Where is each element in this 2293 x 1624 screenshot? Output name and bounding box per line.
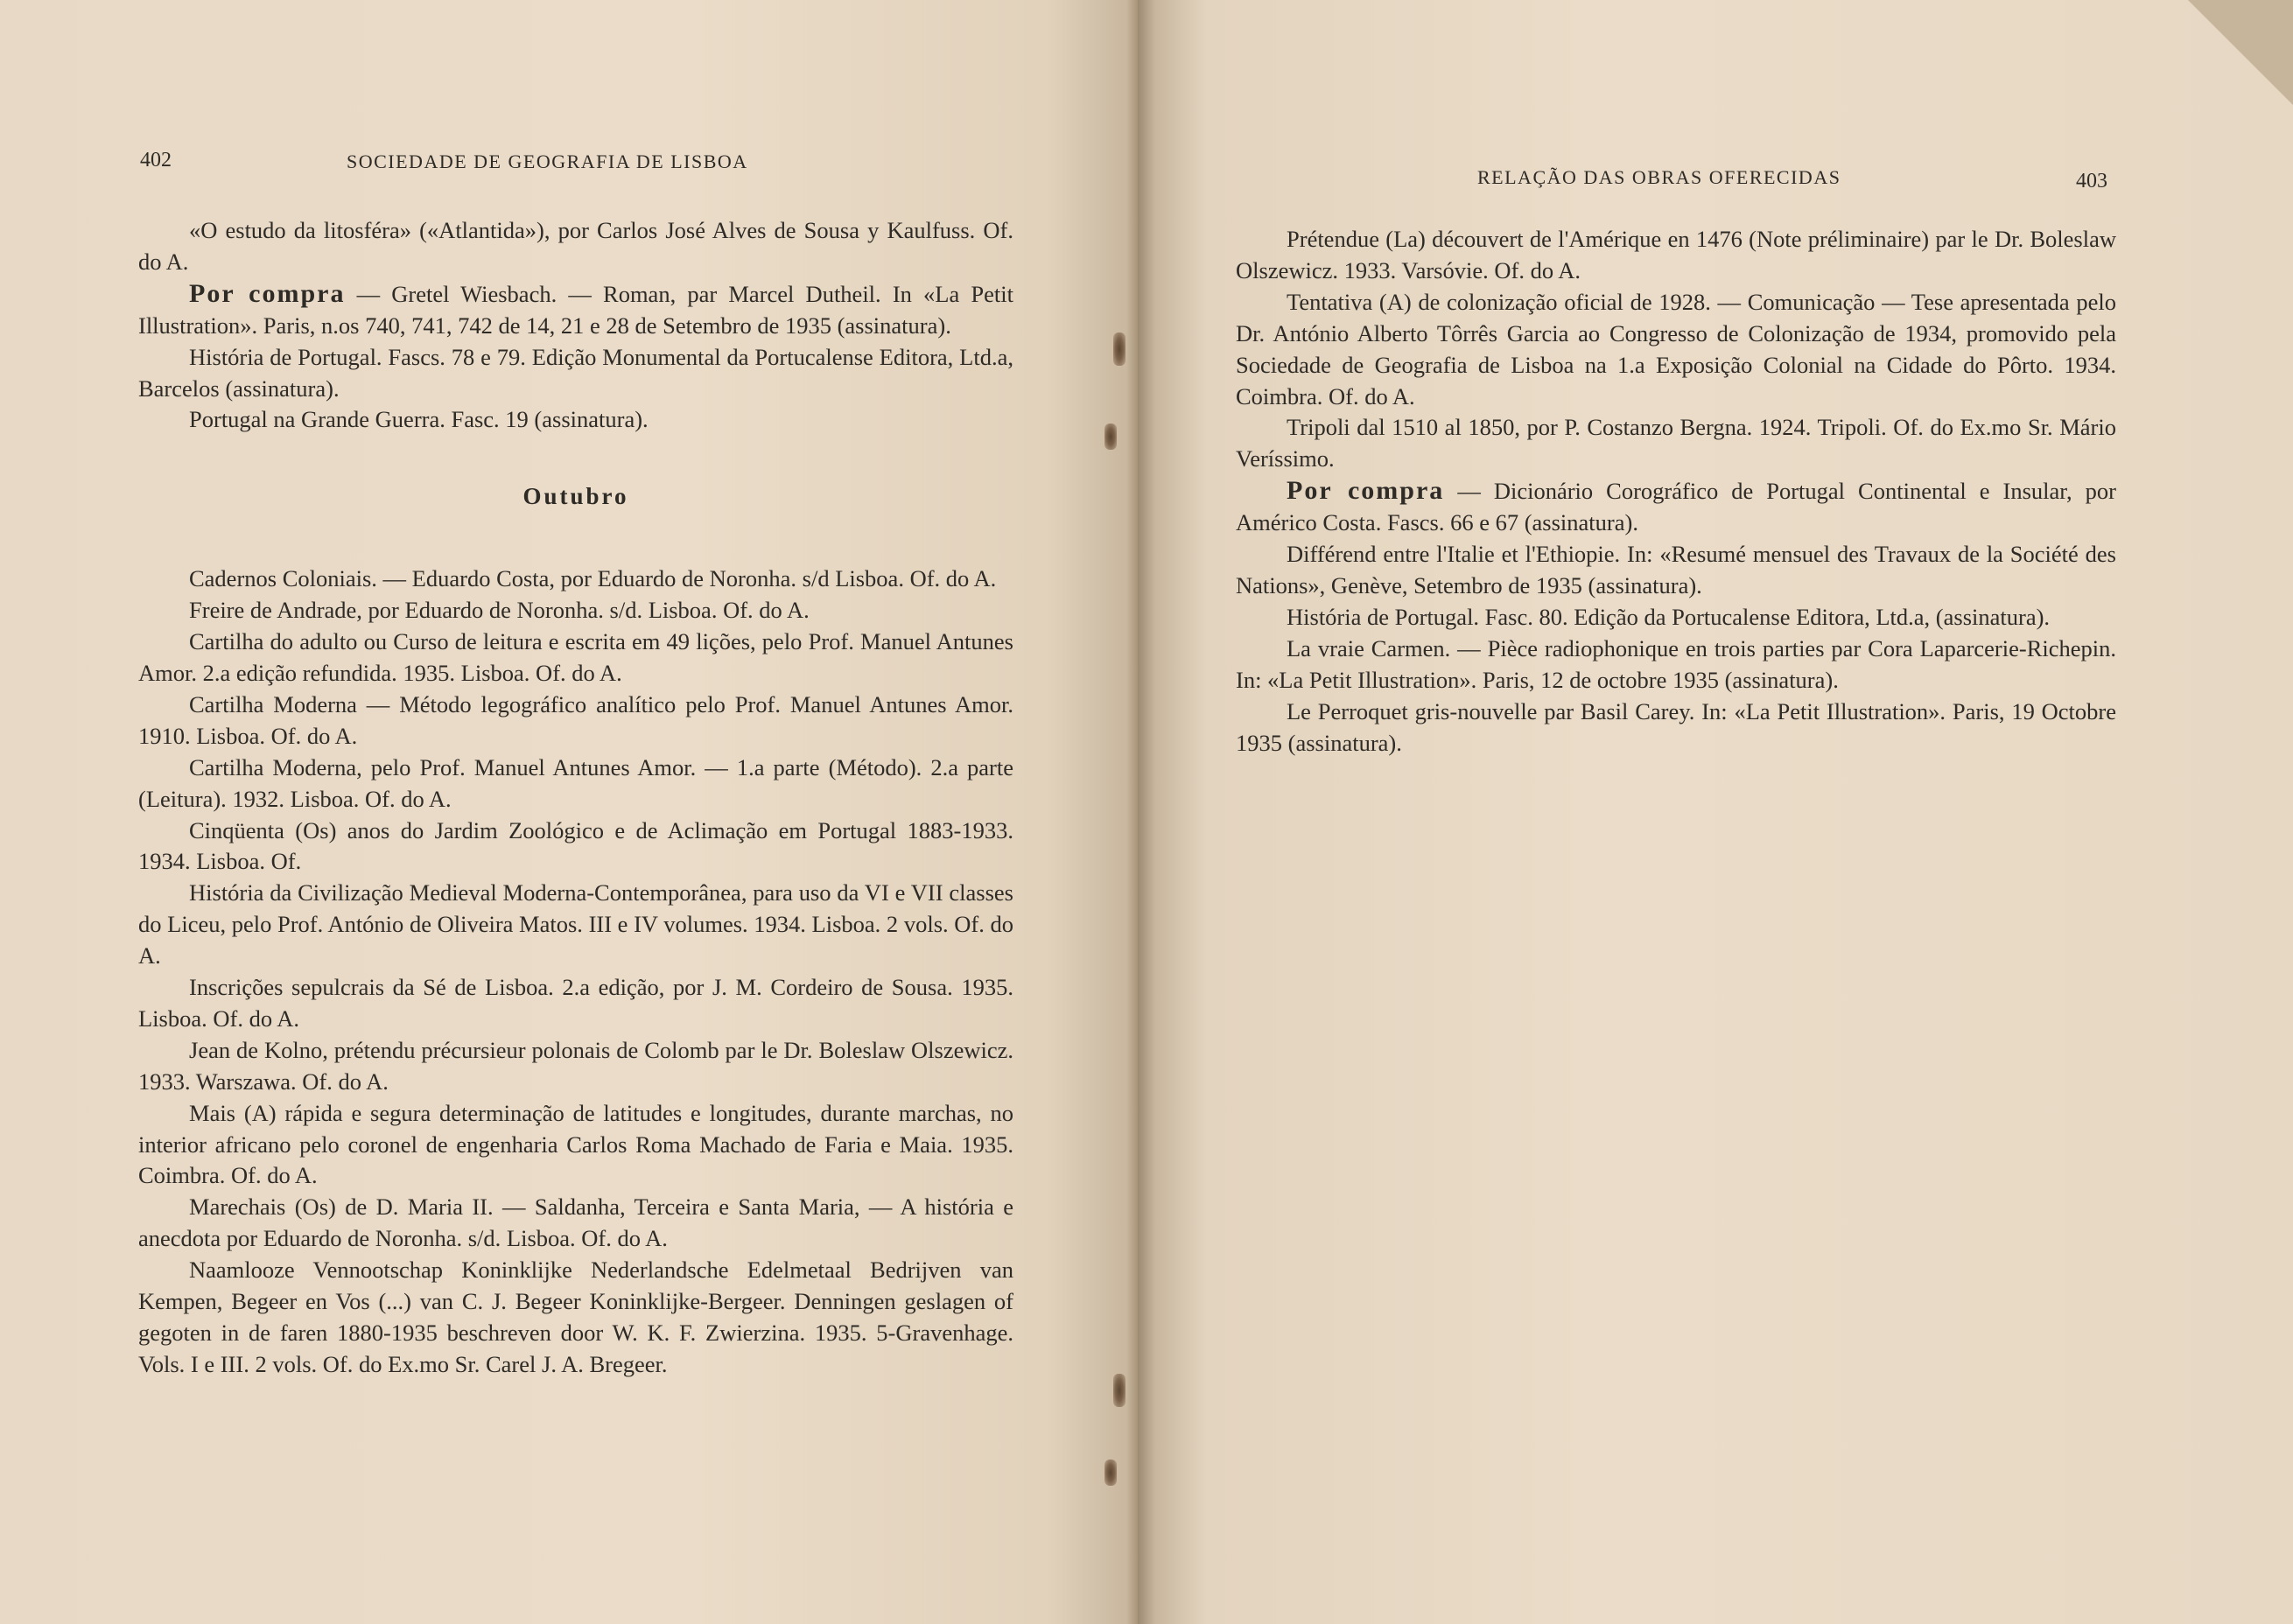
right-page [1138,0,2293,1624]
entry-text: Tentativa (A) de colonização oficial de 1928. — Comunicação — Tese apresentada pelo Dr. António Alberto Tôrrês Garcia ao Congresso de Colonização de 1934, promovido pela Sociedade de Geografia de Lisboa na 1.a Exposição Colonial na Cidade do Pôrto. 1934. Coimbra. Of. do A. [1236,288,2116,410]
right-entries [1236,224,2116,759]
bibliography-entry [138,972,1013,1035]
bibliography-entry [1236,539,2116,602]
page-number-right: 403 [2076,170,2107,192]
binding-staple [1113,1374,1125,1407]
bibliography-entry [1236,475,2116,539]
entry-text: Cartilha Moderna — Método legográfico analítico pelo Prof. Manuel Antunes Amor. 1910. Lisboa. Of. do A. [138,690,1013,749]
entry-text: Le Perroquet gris-nouvelle par Basil Carey. In: «La Petit Illustration». Paris, 19 Octobre 1935 (assinatura). [1236,697,2116,756]
right-text-block [1236,224,2116,759]
entry-text: Freire de Andrade, por Eduardo de Noronha. s/d. Lisboa. Of. do A. [189,597,810,624]
left-page [0,0,1138,1624]
bibliography-entry [1236,602,2116,634]
entry-text: — Gretel Wiesbach. — Roman, par Marcel Dutheil. In «La Petit Illustration». Paris, n.os 740, 741, 742 de 14, 21 e 28 de Setembro de 1935 (assinatura). [138,280,1014,339]
entry-text: História de Portugal. Fascs. 78 e 79. Edição Monumental da Portucalense Editora, Ltd.a, Barcelos (assinatura). [138,343,1013,402]
por-compra-label: Por compra [1287,476,1445,506]
bibliography-entry [138,1098,1013,1193]
por-compra-label: Por compra [189,278,346,308]
entry-text: La vraie Carmen. — Pièce radiophonique en trois parties par Cora Laparcerie-Richepin. In: «La Petit Illustration». Paris, 12 de octobre 1935 (assinatura). [1236,634,2116,693]
section-heading-outubro: Outubro [522,483,629,510]
outubro-entries [138,564,1013,1381]
running-header-right: RELAÇÃO DAS OBRAS OFERECIDAS [1477,166,1841,188]
bibliography-entry [138,278,1013,342]
entry-text: Différend entre l'Italie et l'Ethiopie. In: «Resumé mensuel des Travaux de la Société des Nations», Genève, Setembro de 1935 (assinatura). [1236,541,2116,598]
entry-text: Cinqüenta (Os) anos do Jardim Zoológico e de Aclimação em Portugal 1883-1933. 1934. Lisboa. Of. [138,816,1013,875]
binding-staple [1104,1460,1117,1486]
entry-text: Naamlooze Vennootschap Koninklijke Nederlandsche Edelmetaal Bedrijven van Kempen, Begeer en Vos (...) van C. J. Begeer Koninklijke-Bergeer. Denningen geslagen of gegoten in de faren 1880-1935 beschreven door W. K. F. Zwierzina. 1935. 5-Gravenhage. Vols. I e III. 2 vols. Of. do Ex.mo Sr. Carel J. A. Bregeer. [138,1256,1013,1377]
bibliography-entry [138,215,1013,278]
bibliography-entry [138,1035,1013,1098]
left-text-block [138,215,1013,1381]
entry-text: — Dicionário Corográfico de Portugal Continental e Insular, por Américo Costa. Fascs. 66 e 67 (assinatura). [1236,478,2116,536]
bibliography-entry [138,690,1013,752]
entry-text: Cartilha Moderna, pelo Prof. Manuel Antunes Amor. — 1.a parte (Método). 2.a parte (Leitura). 1932. Lisboa. Of. do A. [138,753,1013,812]
running-header-left: SOCIEDADE DE GEOGRAFIA DE LISBOA [347,150,748,172]
entry-text: Jean de Kolno, prétendu précursieur polonais de Colomb par le Dr. Boleslaw Olszewicz. 1933. Warszawa. Of. do A. [138,1036,1013,1095]
binding-staple [1104,424,1117,450]
entry-text: Cartilha do adulto ou Curso de leitura e escrita em 49 lições, pelo Prof. Manuel Antunes Amor. 2.a edição refundida. 1935. Lisboa. Of. do A. [138,628,1013,686]
binding-staple [1113,332,1125,366]
entry-text: Cadernos Coloniais. — Eduardo Costa, por Eduardo de Noronha. s/d Lisboa. Of. do A. [189,565,997,592]
bibliography-entry [1236,634,2116,696]
bibliography-entry [138,816,1013,878]
bibliography-entry [1236,412,2116,475]
page-corner-fold [2188,0,2293,105]
bibliography-entry [1236,287,2116,413]
entry-text: História da Civilização Medieval Moderna-Contemporânea, para uso da VI e VII classes do Liceu, pelo Prof. António de Oliveira Matos. III e IV volumes. 1934. Lisboa. 2 vols. Of. do A. [138,879,1013,970]
bibliography-entry [138,1255,1013,1381]
bibliography-entry [1236,696,2116,760]
entry-text: História de Portugal. Fasc. 80. Edição da Portucalense Editora, Ltd.a, (assinatura). [1287,603,2051,630]
entry-text: Marechais (Os) de D. Maria II. — Saldanha, Terceira e Santa Maria, — A história e anecdota por Eduardo de Noronha. s/d. Lisboa. Of. do A. [138,1194,1013,1252]
entry-text: «O estudo da litosféra» («Atlantida»), por Carlos José Alves de Sousa y Kaulfuss. Of. do A. [138,217,1013,275]
entry-text: Portugal na Grande Guerra. Fasc. 19 (assinatura). [189,406,649,433]
left-entries [138,215,1013,436]
bibliography-entry [138,404,1013,436]
bibliography-entry [138,342,1013,405]
bibliography-entry [138,878,1013,972]
page-number-left: 402 [140,149,172,172]
bibliography-entry [1236,224,2116,287]
entry-text: Tripoli dal 1510 al 1850, por P. Costanzo Bergna. 1924. Tripoli. Of. do Ex.mo Sr. Mário Veríssimo. [1236,414,2116,472]
bibliography-entry [138,626,1013,690]
entry-text: Prétendue (La) découvert de l'Amérique en 1476 (Note préliminaire) par le Dr. Boleslaw Olszewicz. 1933. Varsóvie. Of. do A. [1236,226,2116,284]
entry-text: Mais (A) rápida e segura determinação de latitudes e longitudes, durante marchas, no interior africano pelo coronel de engenharia Carlos Roma Machado de Faria e Maia. 1935. Coimbra. Of. do A. [138,1099,1013,1189]
bibliography-entry [138,752,1013,816]
entry-text: Inscrições sepulcrais da Sé de Lisboa. 2.a edição, por J. M. Cordeiro de Sousa. 1935. Lisboa. Of. do A. [138,974,1013,1032]
bibliography-entry [138,564,1013,595]
bibliography-entry [138,595,1013,626]
bibliography-entry [138,1192,1013,1255]
